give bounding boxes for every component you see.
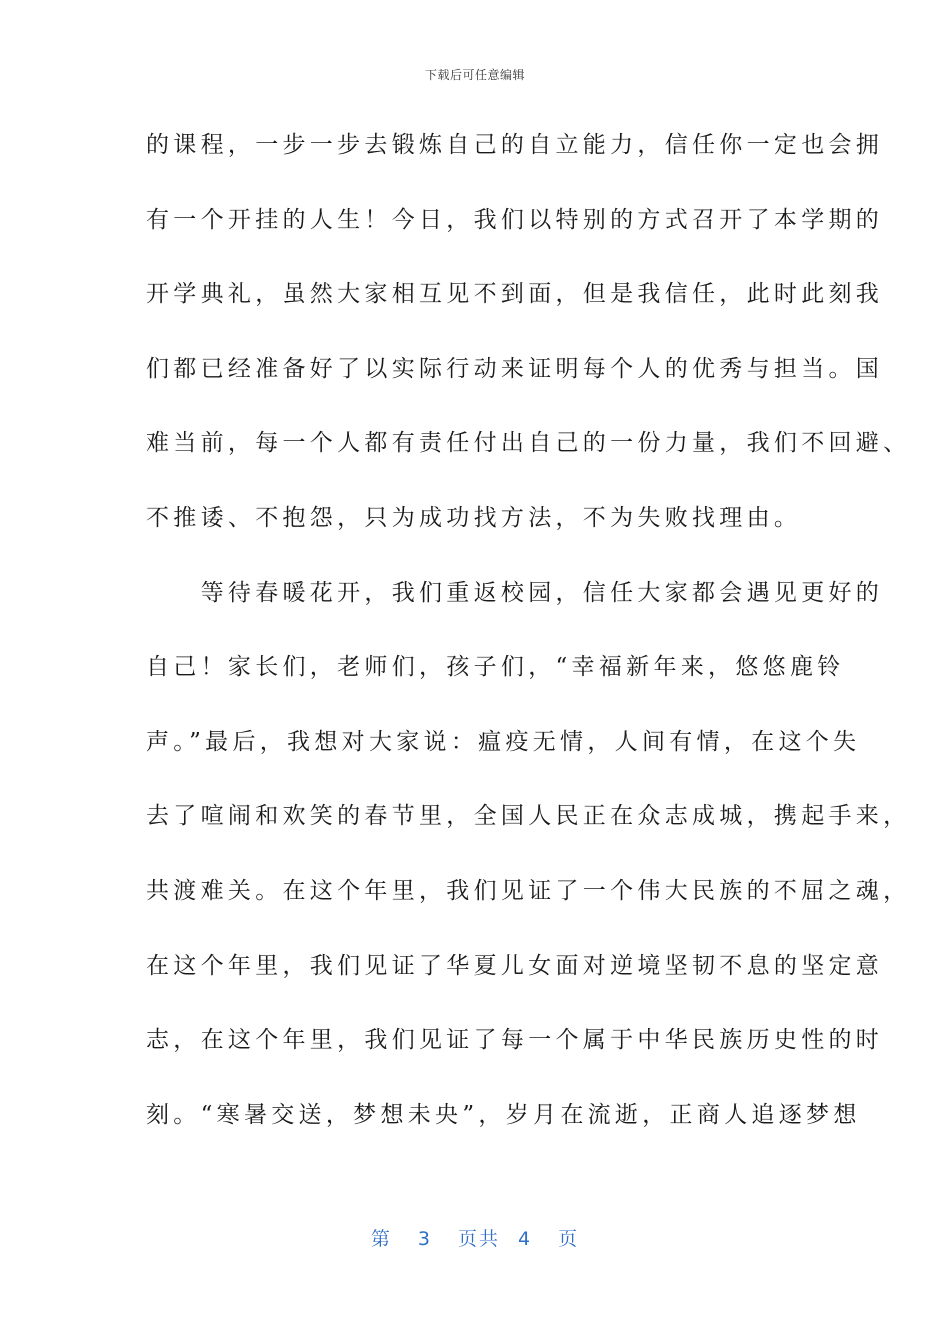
page-number-footer <box>0 1224 950 1251</box>
paragraph-line: 难当前，每一个人都有责任付出自己的一份力量，我们不回避、 <box>146 430 911 457</box>
footer-middle: 页共 <box>457 1228 500 1250</box>
paragraph-line: 自己！家长们，老师们，孩子们，“幸福新年来，悠悠鹿铃 <box>146 654 845 681</box>
paragraph-line: 开学典礼，虽然大家相互见不到面，但是我信任，此时此刻我 <box>146 281 884 308</box>
paragraph-line: 去了喧闹和欢笑的春节里，全国人民正在众志成城，携起手来， <box>146 803 911 830</box>
paragraph-line: 不推诿、不抱怨，只为成功找方法，不为失败找理由。 <box>146 504 802 531</box>
paragraph-line: 声。”最后，我想对大家说：瘟疫无情，人间有情，在这个失 <box>146 728 861 755</box>
body-text <box>146 127 911 1171</box>
paragraph-line: 们都已经准备好了以实际行动来证明每个人的优秀与担当。国 <box>146 355 884 382</box>
paragraph-line: 等待春暖花开，我们重返校园，信任大家都会遇见更好的 <box>146 579 884 606</box>
paragraph-line: 刻。“寒暑交送，梦想未央”，岁月在流逝，正商人追逐梦想 <box>146 1101 861 1128</box>
paragraph-line: 的课程，一步一步去锻炼自己的自立能力，信任你一定也会拥 <box>146 132 884 158</box>
paragraph-line: 有一个开挂的人生！今日，我们以特别的方式召开了本学期的 <box>146 206 884 233</box>
footer-prefix: 第 <box>370 1228 392 1250</box>
footer-suffix: 页 <box>558 1228 580 1250</box>
total-pages-number: 4 <box>518 1228 533 1250</box>
paragraph-line: 在这个年里，我们见证了华夏儿女面对逆境坚韧不息的坚定意 <box>146 952 884 979</box>
header-note: 下载后可任意编辑 <box>424 68 525 82</box>
paragraph-line: 志，在这个年里，我们见证了每一个属于中华民族历史性的时 <box>146 1027 884 1054</box>
paragraph-line: 共渡难关。在这个年里，我们见证了一个伟大民族的不屈之魂， <box>146 877 911 904</box>
current-page-number: 3 <box>417 1228 432 1250</box>
